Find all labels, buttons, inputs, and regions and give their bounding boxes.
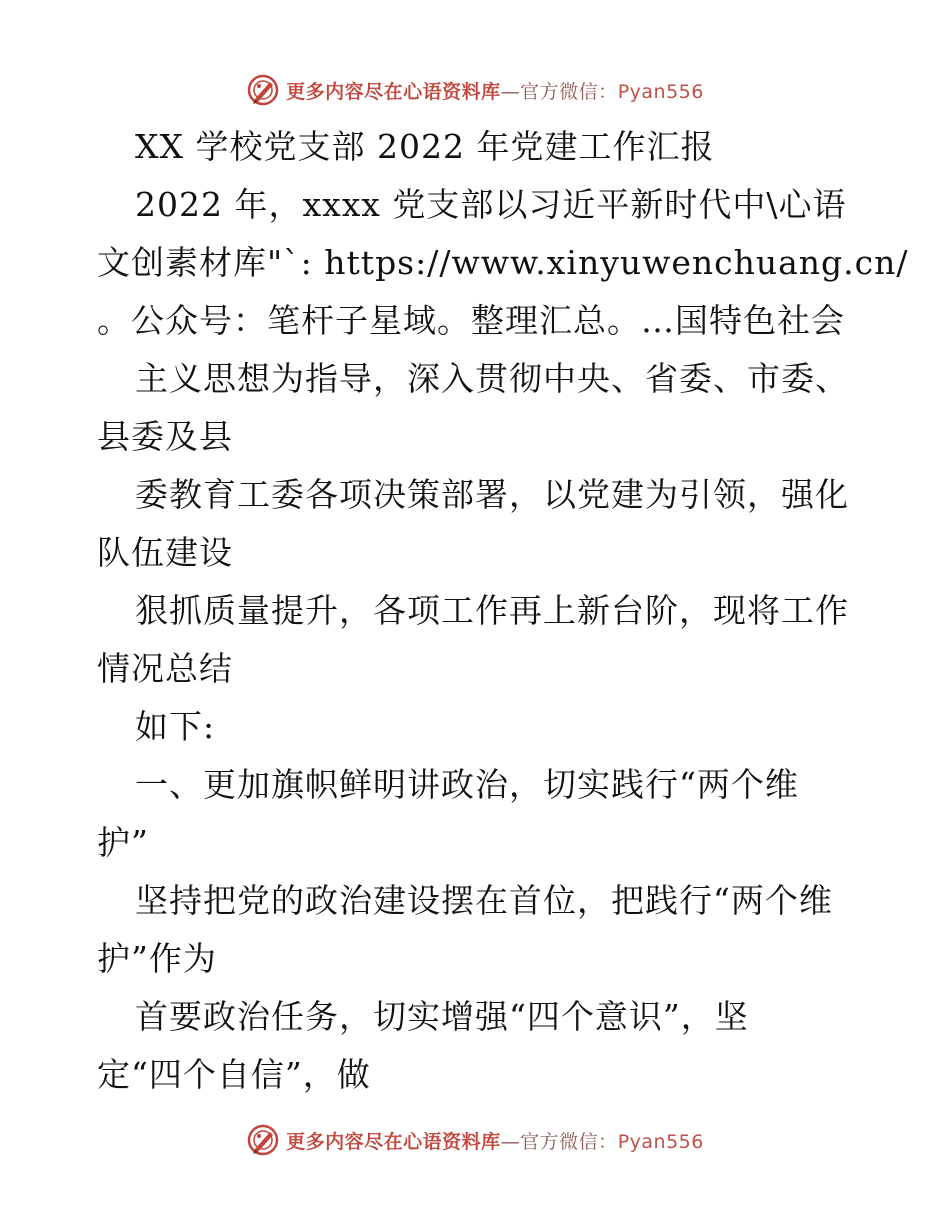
paragraph-line: 首要政治任务，切实增强“四个意识”，坚 [135, 997, 749, 1036]
watermark-text: 更多内容尽在心语资料库—官方微信：Pyan556 [286, 80, 704, 103]
paragraph-line: 情况总结 [97, 649, 233, 688]
document-body [97, 118, 909, 1104]
section-heading-continued: 护” [97, 823, 149, 862]
paragraph-line: 坚持把党的政治建设摆在首位，把践行“两个维 [135, 881, 833, 920]
paragraph-line: 定“四个自信”，做 [97, 1055, 371, 1094]
paragraph-line: 。公众号：笔杆子星域。整理汇总。…国特色社会 [97, 301, 845, 340]
paragraph-line: 队伍建设 [97, 533, 233, 572]
paragraph-line: 主义思想为指导，深入贯彻中央、省委、市委、 [135, 359, 849, 398]
paragraph-line: 委教育工委各项决策部署，以党建为引领，强化 [135, 475, 849, 514]
paragraph-line: 护”作为 [97, 939, 217, 978]
header-watermark-banner [0, 70, 950, 110]
watermark-group [246, 73, 704, 107]
section-heading: 一、更加旗帜鲜明讲政治，切实践行“两个维 [135, 765, 799, 804]
footer-watermark-banner [0, 1120, 950, 1160]
pen-logo-icon [246, 1123, 280, 1157]
paragraph-line: 县委及县 [97, 417, 233, 456]
paragraph-line: 2022 年，xxxx 党支部以习近平新时代中\心语 [135, 185, 847, 224]
paragraph-line: 狠抓质量提升，各项工作再上新台阶，现将工作 [135, 591, 849, 630]
paragraph-line: 如下: [135, 707, 216, 746]
paragraph-line: 文创素材库"`: https://www.xinyuwenchuang.cn/ [97, 243, 909, 282]
watermark-text: 更多内容尽在心语资料库—官方微信：Pyan556 [286, 1130, 704, 1153]
watermark-group [246, 1123, 704, 1157]
pen-logo-icon [246, 73, 280, 107]
document-title: XX 学校党支部 2022 年党建工作汇报 [135, 127, 715, 166]
